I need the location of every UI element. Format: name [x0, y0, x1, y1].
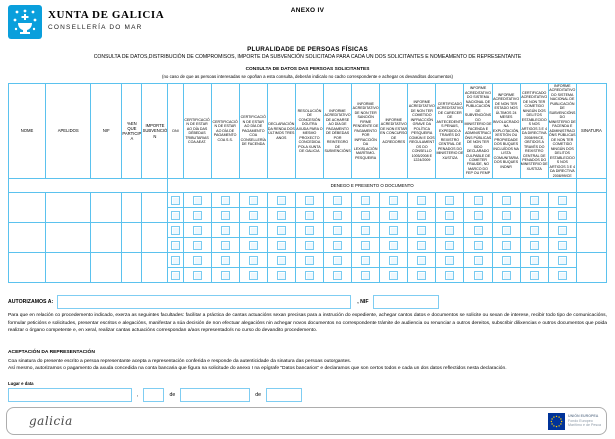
column-header-doc-7: INFORME ACREDITATIVO DE NON TER SANCIÓN FIRME PENDENTE DE PAGAMENTO POR INFRACCIÓN DA LEXISLACIÓN MARÍTIMO-PESQUEIRA	[352, 84, 380, 179]
deny-checkbox[interactable]	[474, 211, 483, 220]
column-header-doc-10: CERTIFICADO ACREDITATIVO DE CARECER DE ANTECEDENTES PENAIS, EXPEDIDO A TRAVÉS DO REXISTRO CENTRAL DE PENADOS DO MINISTERIO DE XUSTIZA	[436, 84, 464, 179]
column-header-person-0: NOME	[9, 84, 46, 179]
deny-checkbox[interactable]	[193, 196, 202, 205]
checkbox-cell-row0-sub0-doc9[interactable]	[408, 193, 436, 208]
deny-checkbox[interactable]	[277, 211, 286, 220]
checkbox-cell-row2-sub0-doc12[interactable]	[492, 253, 520, 268]
deny-checkbox[interactable]	[333, 241, 342, 250]
deny-checkbox[interactable]	[389, 196, 398, 205]
deny-checkbox[interactable]	[502, 241, 511, 250]
eu-fund-line1: Fondo Europeo	[568, 418, 593, 423]
checkbox-cell-row2-sub1-doc8[interactable]	[380, 268, 408, 283]
checkbox-cell-row1-sub0-doc9[interactable]	[408, 223, 436, 238]
checkbox-cell-row1-sub1-doc5[interactable]	[295, 238, 323, 253]
deny-checkbox[interactable]	[530, 226, 539, 235]
person-row-1-field-1[interactable]	[46, 223, 91, 253]
person-row-2-field-4[interactable]	[142, 253, 168, 283]
person-row-2-field-2[interactable]	[91, 253, 122, 283]
deny-checkbox[interactable]	[445, 271, 454, 280]
place-date-label: Lugar e data	[8, 381, 34, 386]
checkbox-cell-row2-sub1-doc6[interactable]	[324, 268, 352, 283]
checkbox-cell-row1-sub1-doc10[interactable]	[436, 238, 464, 253]
deny-checkbox[interactable]	[361, 271, 370, 280]
de-label-1: de	[169, 392, 176, 398]
checkbox-cell-row2-sub0-doc8[interactable]	[380, 253, 408, 268]
checkbox-cell-row2-sub0-doc10[interactable]	[436, 253, 464, 268]
deny-checkbox[interactable]	[277, 241, 286, 250]
deny-checkbox[interactable]	[221, 271, 230, 280]
eu-fund-line2: Marítimo e de Pesca	[568, 423, 601, 428]
deny-checkbox[interactable]	[389, 256, 398, 265]
person-row-1-field-3[interactable]	[122, 223, 142, 253]
deny-checkbox[interactable]	[277, 256, 286, 265]
deny-checkbox[interactable]	[530, 241, 539, 250]
checkbox-cell-row2-sub1-doc7[interactable]	[352, 268, 380, 283]
deny-checkbox[interactable]	[558, 211, 567, 220]
checkbox-cell-row1-sub1-doc0[interactable]	[168, 238, 183, 253]
person-row-1-field-2[interactable]	[91, 223, 122, 253]
checkbox-cell-row1-sub1-doc2[interactable]	[211, 238, 239, 253]
deny-checkbox[interactable]	[249, 271, 258, 280]
deny-checkbox[interactable]	[171, 241, 180, 250]
acceptance-paragraph-2: Así mesmo, autorizamos o pagamento da axuda concedida na conta bancaria que figura na solicitude do anexo I na epígrafe “Datos bancarios” e declaramos que son certos todos e cada un dos datos reflectidos nesta declaración.	[8, 366, 507, 371]
deny-checkbox[interactable]	[389, 271, 398, 280]
powers-paragraph: Para que en relación co procedemento indicado, exerza as seguintes facultades: facilitar a práctica de cantas actuacións sexan precisas para a instrución do expediente, achegar cantos datos e documentos se solicite ou sexan de interese, recibir todo tipo de comunicacións, formular peticións e solicitudes, presentar escritos e alegacións, manifestar a súa decisión de non efectuar alegacións nin achegar novos documentos no correspondente trámite de audiencia ou renunciar a outros dereitos, subscribir dilixencias e outros documentos que poida realizar o órgano competente e, en xeral, realizar cantas actuacións correspondan a/aos representado/s no curso do devandito procedemento.	[8, 313, 607, 334]
galicia-brand-logo: galicia	[29, 414, 73, 428]
deny-checkbox[interactable]	[333, 256, 342, 265]
deny-checkbox[interactable]	[558, 256, 567, 265]
deny-checkbox[interactable]	[502, 211, 511, 220]
deny-checkbox[interactable]	[417, 241, 426, 250]
deny-checkbox[interactable]	[417, 256, 426, 265]
checkbox-cell-row0-sub0-doc0[interactable]	[168, 193, 183, 208]
deny-checkbox[interactable]	[502, 226, 511, 235]
checkbox-cell-row2-sub1-doc10[interactable]	[436, 268, 464, 283]
year-input[interactable]	[266, 388, 302, 402]
checkbox-cell-row0-sub1-doc3[interactable]	[239, 208, 267, 223]
person-row-0-field-1[interactable]	[46, 193, 91, 223]
org-name: XUNTA DE GALICIA	[48, 9, 165, 21]
person-row-1-field-0[interactable]	[9, 223, 46, 253]
checkbox-cell-row0-sub1-doc12[interactable]	[492, 208, 520, 223]
checkbox-cell-row0-sub0-doc5[interactable]	[295, 193, 323, 208]
checkbox-cell-row0-sub0-doc8[interactable]	[380, 193, 408, 208]
checkbox-cell-row1-sub1-doc14[interactable]	[548, 238, 576, 253]
checkbox-cell-row1-sub1-doc7[interactable]	[352, 238, 380, 253]
deny-checkbox[interactable]	[361, 256, 370, 265]
person-row-2-field-0[interactable]	[9, 253, 46, 283]
person-row-1-field-4[interactable]	[142, 223, 168, 253]
checkbox-cell-row0-sub1-doc1[interactable]	[183, 208, 211, 223]
checkbox-cell-row0-sub1-doc5[interactable]	[295, 208, 323, 223]
person-row-2-field-1[interactable]	[46, 253, 91, 283]
deny-checkbox[interactable]	[417, 211, 426, 220]
checkbox-cell-row2-sub0-doc9[interactable]	[408, 253, 436, 268]
checkbox-cell-row2-sub0-doc6[interactable]	[324, 253, 352, 268]
checkbox-cell-row0-sub1-doc6[interactable]	[324, 208, 352, 223]
checkbox-cell-row2-sub0-doc13[interactable]	[520, 253, 548, 268]
deny-checkbox[interactable]	[445, 256, 454, 265]
deny-checkbox[interactable]	[277, 271, 286, 280]
deny-checkbox[interactable]	[361, 241, 370, 250]
column-header-doc-2: CERTIFICACIÓN DE ESTAR AO DÍA DE PAGAMENTO COA S.S.	[211, 84, 239, 179]
checkbox-cell-row2-sub0-doc3[interactable]	[239, 253, 267, 268]
deny-checkbox[interactable]	[474, 256, 483, 265]
deny-checkbox[interactable]	[171, 256, 180, 265]
deny-band-signature-spacer	[576, 179, 606, 193]
de-label-2: de	[255, 392, 262, 398]
comma-separator: ,	[137, 392, 139, 398]
checkbox-cell-row0-sub0-doc12[interactable]	[492, 193, 520, 208]
checkbox-cell-row2-sub1-doc14[interactable]	[548, 268, 576, 283]
checkbox-cell-row2-sub1-doc3[interactable]	[239, 268, 267, 283]
checkbox-cell-row0-sub0-doc10[interactable]	[436, 193, 464, 208]
deny-checkbox[interactable]	[333, 226, 342, 235]
deny-band-left-spacer	[9, 179, 168, 193]
checkbox-cell-row2-sub1-doc2[interactable]	[211, 268, 239, 283]
checkbox-cell-row1-sub0-doc11[interactable]	[464, 223, 492, 238]
consult-table	[8, 83, 607, 283]
checkbox-cell-row1-sub1-doc6[interactable]	[324, 238, 352, 253]
deny-checkbox[interactable]	[417, 226, 426, 235]
checkbox-cell-row2-sub1-doc9[interactable]	[408, 268, 436, 283]
person-row-1-signature-cell[interactable]	[576, 223, 606, 253]
checkbox-cell-row2-sub1-doc1[interactable]	[183, 268, 211, 283]
deny-checkbox[interactable]	[389, 241, 398, 250]
eu-funding-block	[548, 409, 603, 433]
deny-checkbox[interactable]	[558, 226, 567, 235]
checkbox-cell-row1-sub1-doc8[interactable]	[380, 238, 408, 253]
checkbox-cell-row0-sub1-doc7[interactable]	[352, 208, 380, 223]
deny-checkbox[interactable]	[193, 241, 202, 250]
consult-section-title: CONSULTA DE DATOS DAS PERSOAS SOLICITANTES	[245, 67, 370, 72]
form-title: PLURALIDADE DE PERSOAS FÍSICAS	[247, 46, 368, 53]
deny-checkbox[interactable]	[474, 196, 483, 205]
checkbox-cell-row0-sub0-doc4[interactable]	[267, 193, 295, 208]
checkbox-cell-row1-sub1-doc9[interactable]	[408, 238, 436, 253]
deny-checkbox[interactable]	[502, 256, 511, 265]
checkbox-cell-row1-sub1-doc4[interactable]	[267, 238, 295, 253]
column-header-doc-8: INFORME ACREDITATIVO DE NON ESTAR EN CONCURSO DE ACREDORES	[380, 84, 408, 179]
deny-checkbox[interactable]	[305, 226, 314, 235]
checkbox-cell-row0-sub1-doc8[interactable]	[380, 208, 408, 223]
checkbox-cell-row2-sub0-doc5[interactable]	[295, 253, 323, 268]
acceptance-paragraph-1: Coa sinatura do presente escrito a persoa representante acepta a representación conferida e responde da autenticidade da sinatura das persoas outorgantes.	[8, 359, 352, 364]
deny-checkbox[interactable]	[361, 211, 370, 220]
deny-checkbox[interactable]	[171, 271, 180, 280]
checkbox-cell-row2-sub0-doc7[interactable]	[352, 253, 380, 268]
checkbox-cell-row1-sub0-doc14[interactable]	[548, 223, 576, 238]
checkbox-cell-row1-sub1-doc11[interactable]	[464, 238, 492, 253]
authorize-label: AUTORIZAMOS A:	[8, 299, 54, 305]
deny-band-title: DENEGO E PRESENTO O DOCUMENTO	[168, 179, 576, 193]
column-header-doc-14: INFORME ACREDITATIVO DO SISTEMA NACIONAL DE PUBLICACIÓN DE SUBVENCIÓNS DO MINISTERIO DE FACENDA E ADMINISTRACIÓNS PÚBLICAS DE NON TER COMETIDO NINGÚN DOS DELITOS ESTABLECIDOS NOS ARTIGOS 3 E 4 DA DIRECTIVA 2008/99/CE	[548, 84, 576, 178]
deny-checkbox[interactable]	[530, 196, 539, 205]
checkbox-cell-row1-sub0-doc0[interactable]	[168, 223, 183, 238]
checkbox-cell-row0-sub0-doc1[interactable]	[183, 193, 211, 208]
deny-checkbox[interactable]	[221, 226, 230, 235]
deny-checkbox[interactable]	[221, 196, 230, 205]
deny-checkbox[interactable]	[417, 271, 426, 280]
nif-label: , NIF	[357, 299, 369, 305]
column-header-person-2: NIF	[91, 84, 122, 179]
deny-checkbox[interactable]	[249, 256, 258, 265]
deny-checkbox[interactable]	[530, 256, 539, 265]
annex-label: ANEXO IV	[290, 7, 325, 14]
eu-title: UNIÓN EUROPEA	[568, 413, 599, 418]
column-header-doc-0: DNI	[168, 84, 183, 179]
deny-checkbox[interactable]	[221, 211, 230, 220]
deny-checkbox[interactable]	[249, 211, 258, 220]
deny-checkbox[interactable]	[333, 196, 342, 205]
deny-checkbox[interactable]	[474, 271, 483, 280]
deny-checkbox[interactable]	[277, 196, 286, 205]
person-row-0-field-3[interactable]	[122, 193, 142, 223]
checkbox-cell-row2-sub1-doc11[interactable]	[464, 268, 492, 283]
deny-checkbox[interactable]	[193, 226, 202, 235]
checkbox-cell-row2-sub0-doc0[interactable]	[168, 253, 183, 268]
checkbox-cell-row1-sub0-doc5[interactable]	[295, 223, 323, 238]
checkbox-cell-row0-sub1-doc13[interactable]	[520, 208, 548, 223]
deny-checkbox[interactable]	[249, 196, 258, 205]
deny-checkbox[interactable]	[277, 226, 286, 235]
column-header-doc-9: INFORME ACREDITATIVO DE NON TER COMETIDO INFRACCIÓN GRAVE DA POLÍTICA PESQUEIRA COMÚN E DOS REGULAMENTOS DO CONSELLO 1005/2008 E 1224/2009	[408, 84, 436, 179]
checkbox-cell-row0-sub0-doc2[interactable]	[211, 193, 239, 208]
deny-checkbox[interactable]	[530, 271, 539, 280]
checkbox-cell-row2-sub1-doc13[interactable]	[520, 268, 548, 283]
column-header-signature: SINATURA	[576, 84, 606, 179]
deny-checkbox[interactable]	[502, 271, 511, 280]
checkbox-cell-row1-sub1-doc3[interactable]	[239, 238, 267, 253]
deny-checkbox[interactable]	[305, 271, 314, 280]
checkbox-cell-row1-sub0-doc13[interactable]	[520, 223, 548, 238]
column-header-doc-11: INFORME ACREDITATIVO DO SISTEMA NACIONAL DE PUBLICACIÓN DE SUBVENCIÓNS DO MINISTERIO DE FACENDA E ADMINISTRACIÓNS PÚBLICAS DE NON TER SIDO DECLARADO CULPABLE DE COMETER FRAUDE, NO MARCO DO FEP OU FEMP	[464, 84, 492, 179]
deny-checkbox[interactable]	[530, 211, 539, 220]
checkbox-cell-row0-sub0-doc6[interactable]	[324, 193, 352, 208]
checkbox-cell-row1-sub1-doc1[interactable]	[183, 238, 211, 253]
deny-checkbox[interactable]	[249, 241, 258, 250]
deny-checkbox[interactable]	[305, 196, 314, 205]
column-header-doc-6: INFORME ACREDITATIVO DE ACHARSE AO DÍA DE PAGAMENTO DE DÉBEDAS POR REINTEGRO DE SUBVENCIÓNS	[324, 84, 352, 179]
column-header-doc-13: CERTIFICADO ACREDITATIVO DE NON TER COMETIDO NINGÚN DOS DELITOS ESTABLECIDOS NOS ARTIGOS 3 E 4 DA DIRECTIVA 2008/99/CE, OBTIDOS A TRAVÉS DO REXISTRO CENTRAL DE PENADOS DO MINISTERIO DE XUSTIZA	[520, 84, 548, 179]
checkbox-cell-row1-sub0-doc8[interactable]	[380, 223, 408, 238]
column-header-doc-12: INFORME ACREDITATIVO DE NON TER ESTADO NOS ÚLTIMOS 24 MESES INVOLUCRADO NA EXPLOTACIÓN, XESTIÓN OU PROPIEDADE DOS BUQUES INCLUÍDOS NA LISTA COMUNITARIA DOS BUQUES INDNR	[492, 84, 520, 179]
checkbox-cell-row1-sub1-doc13[interactable]	[520, 238, 548, 253]
deny-checkbox[interactable]	[305, 241, 314, 250]
checkbox-cell-row1-sub0-doc3[interactable]	[239, 223, 267, 238]
checkbox-cell-row1-sub0-doc2[interactable]	[211, 223, 239, 238]
checkbox-cell-row2-sub1-doc12[interactable]	[492, 268, 520, 283]
deny-checkbox[interactable]	[171, 226, 180, 235]
deny-checkbox[interactable]	[558, 271, 567, 280]
checkbox-cell-row0-sub0-doc13[interactable]	[520, 193, 548, 208]
checkbox-cell-row2-sub0-doc2[interactable]	[211, 253, 239, 268]
deny-checkbox[interactable]	[333, 211, 342, 220]
column-header-doc-3: CERTIFICACIÓN DE ESTAR AO DÍA DE PAGAMENTO COA CONSELLERÍA DE FACENDA	[239, 84, 267, 179]
column-header-doc-1: CERTIFICACIÓN DE ESTAR AO DÍA DAS DÉBEDAS TRIBUTARIAS COA AEAT.	[183, 84, 211, 179]
checkbox-cell-row2-sub1-doc0[interactable]	[168, 268, 183, 283]
checkbox-cell-row0-sub1-doc0[interactable]	[168, 208, 183, 223]
deny-checkbox[interactable]	[445, 241, 454, 250]
person-row-2-field-3[interactable]	[122, 253, 142, 283]
deny-checkbox[interactable]	[305, 256, 314, 265]
person-row-2-signature-cell[interactable]	[576, 253, 606, 283]
deny-checkbox[interactable]	[502, 196, 511, 205]
footer-bar	[6, 407, 607, 435]
deny-checkbox[interactable]	[389, 226, 398, 235]
checkbox-cell-row2-sub0-doc14[interactable]	[548, 253, 576, 268]
person-row-0-field-4[interactable]	[142, 193, 168, 223]
deny-checkbox[interactable]	[193, 256, 202, 265]
checkbox-cell-row1-sub0-doc10[interactable]	[436, 223, 464, 238]
deny-checkbox[interactable]	[171, 211, 180, 220]
checkbox-cell-row0-sub1-doc11[interactable]	[464, 208, 492, 223]
person-row-0-field-2[interactable]	[91, 193, 122, 223]
checkbox-cell-row2-sub1-doc5[interactable]	[295, 268, 323, 283]
deny-checkbox[interactable]	[558, 241, 567, 250]
checkbox-cell-row0-sub1-doc9[interactable]	[408, 208, 436, 223]
deny-checkbox[interactable]	[171, 196, 180, 205]
deny-checkbox[interactable]	[305, 211, 314, 220]
deny-checkbox[interactable]	[193, 211, 202, 220]
deny-checkbox[interactable]	[221, 241, 230, 250]
place-input[interactable]	[8, 388, 132, 402]
eu-flag-icon	[548, 413, 565, 430]
column-header-person-3: %EN QUE PARTICIPA	[122, 84, 142, 179]
deny-checkbox[interactable]	[221, 256, 230, 265]
deny-checkbox[interactable]	[193, 271, 202, 280]
checkbox-cell-row2-sub0-doc11[interactable]	[464, 253, 492, 268]
deny-checkbox[interactable]	[445, 196, 454, 205]
deny-checkbox[interactable]	[558, 196, 567, 205]
column-header-doc-4: DECLARACIÓN DA RENDA DOS ÚLTIMOS TRES ANOS	[267, 84, 295, 179]
person-row-0-field-0[interactable]	[9, 193, 46, 223]
column-header-person-4: IMPORTE SUBVENCIÓN	[142, 84, 168, 179]
checkbox-cell-row0-sub1-doc2[interactable]	[211, 208, 239, 223]
column-header-person-1: APELIDOS	[46, 84, 91, 179]
checkbox-cell-row0-sub1-doc10[interactable]	[436, 208, 464, 223]
authorize-nif-input[interactable]	[373, 295, 439, 309]
checkbox-cell-row2-sub0-doc4[interactable]	[267, 253, 295, 268]
checkbox-cell-row0-sub1-doc4[interactable]	[267, 208, 295, 223]
checkbox-cell-row1-sub0-doc12[interactable]	[492, 223, 520, 238]
deny-checkbox[interactable]	[474, 226, 483, 235]
checkbox-cell-row1-sub0-doc7[interactable]	[352, 223, 380, 238]
form-subtitle: CONSULTA DE DATOS,DISTRIBUCIÓN DE COMPROMISOS, IMPORTE DA SUBVENCIÓN SOLICITADA PARA CADA UN DOS SOLICITANTES E NOMEAMENTO DE REPRESENTANTE	[93, 54, 522, 60]
authorize-name-input[interactable]	[57, 295, 351, 309]
column-header-doc-5: RESOLUCIÓN DE CONCESIÓN DOUTRA AXUDA PARA O MESMO PROXECTO CONCEDIDA POLA XUNTA DE GALICIA	[295, 84, 323, 179]
month-input[interactable]	[180, 388, 250, 402]
checkbox-cell-row2-sub1-doc4[interactable]	[267, 268, 295, 283]
consult-section-note: (no caso de que as persoas interesadas se opoñan a esta consulta, deberán indicalo no cadro correspondente e achegar os devanditos documentos)	[162, 74, 453, 79]
checkbox-cell-row1-sub0-doc6[interactable]	[324, 223, 352, 238]
deny-checkbox[interactable]	[361, 226, 370, 235]
checkbox-cell-row1-sub1-doc12[interactable]	[492, 238, 520, 253]
day-input[interactable]	[143, 388, 164, 402]
deny-checkbox[interactable]	[361, 196, 370, 205]
checkbox-cell-row1-sub0-doc1[interactable]	[183, 223, 211, 238]
deny-checkbox[interactable]	[333, 271, 342, 280]
deny-checkbox[interactable]	[389, 211, 398, 220]
checkbox-cell-row0-sub0-doc14[interactable]	[548, 193, 576, 208]
acceptance-heading: ACEPTACIÓN DA REPRESENTACIÓN	[8, 350, 95, 355]
deny-checkbox[interactable]	[249, 226, 258, 235]
checkbox-cell-row1-sub0-doc4[interactable]	[267, 223, 295, 238]
deny-checkbox[interactable]	[474, 241, 483, 250]
checkbox-cell-row2-sub0-doc1[interactable]	[183, 253, 211, 268]
deny-checkbox[interactable]	[445, 226, 454, 235]
checkbox-cell-row0-sub0-doc3[interactable]	[239, 193, 267, 208]
deny-checkbox[interactable]	[445, 211, 454, 220]
checkbox-cell-row0-sub1-doc14[interactable]	[548, 208, 576, 223]
deny-checkbox[interactable]	[417, 196, 426, 205]
department-name: CONSELLERÍA DO MAR	[48, 24, 143, 32]
checkbox-cell-row0-sub0-doc11[interactable]	[464, 193, 492, 208]
person-row-0-signature-cell[interactable]	[576, 193, 606, 223]
checkbox-cell-row0-sub0-doc7[interactable]	[352, 193, 380, 208]
